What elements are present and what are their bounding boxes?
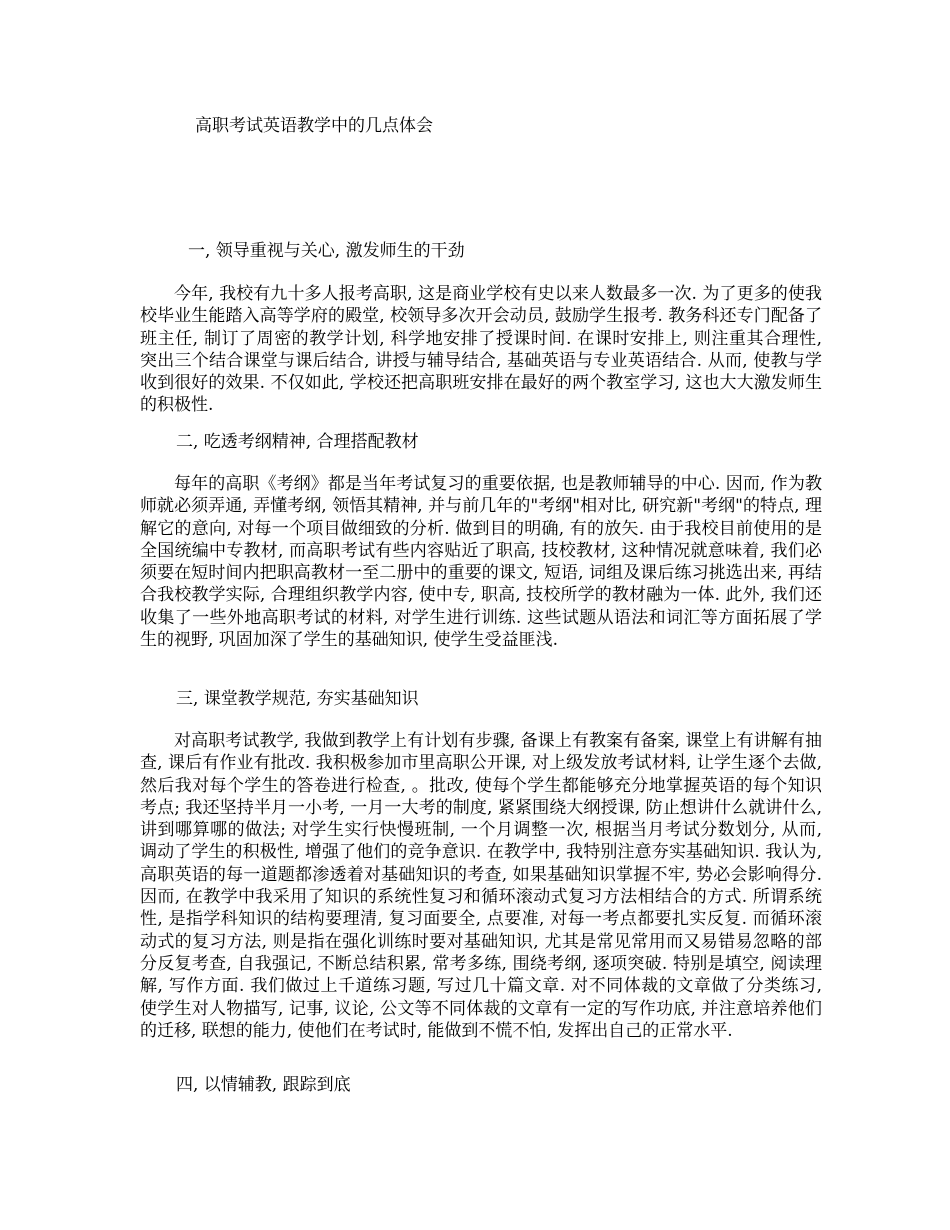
section-3-body: 对高职考试教学, 我做到教学上有计划有步骤, 备课上有教案有备案, 课堂上有讲解有抽查, 课后有作业有批改. 我积极参加市里高职公开课, 对上级发放考试材料, 让学生逐个去做, 然后我对每个学生的答卷进行检查, 。批改, 使每个学生都能够充分地掌握英语的每个知识考点; 我还坚持半月一小考, 一月一大考的制度, 紧紧围绕大纲授课, 防止想讲什么就讲什么, 讲到哪算哪的做法; 对学生实行快慢班制, 一个月调整一次, 根据当月考试分数划分, 从而, 调动了学生的积极性, 增强了他们的竞争意识. 在教学中, 我特别注意夯实基础知识. 我认为, 高职英语的每一道题都渗透着对基础知识的考查, 如果基础知识掌握不牢, 势必会影响得分. 因而, 在教学中我采用了知识的系统性复习和循环滚动式复习方法相结合的方式. 所谓系统性, 是指学科知识的结构要理清, 复习面要全, 点要准, 对每一考点都要扎实反复. 而循环滚动式的复习方法, 则是指在强化训练时要对基础知识, 尤其是常见常用而又易错易忽略的部分反复考查, 自我强记, 不断总结积累, 常考多练, 围绕考纲, 逐项突破. 特别是填空, 阅读理解, 写作方面. 我们做过上千道练习题, 写过几十篇文章. 对不同体裁的文章做了分类练习, 使学生对人物描写, 记事, 议论, 公文等不同体裁的文章有一定的写作功底, 并注意培养他们的迁移, 联想的能力, 使他们在考试时, 能做到不慌不怕, 发挥出自己的正常水平.	[140, 731, 822, 1041]
section-1-body: 今年, 我校有九十多人报考高职, 这是商业学校有史以来人数最多一次. 为了更多的使我校毕业生能踏入高等学府的殿堂, 校领导多次开会动员, 鼓励学生报考. 教务科还专门配备了班主任, 制订了周密的教学计划, 科学地安排了授课时间. 在课时安排上, 则注重其合理性, 突出三个结合课堂与课后结合, 讲授与辅导结合, 基础英语与专业英语结合. 从而, 使教与学收到很好的效果. 不仅如此, 学校还把高职班安排在最好的两个教室学习, 这也大大激发师生的积极性.	[140, 284, 822, 416]
document-title: 高职考试英语教学中的几点体会	[195, 116, 433, 136]
section-1-heading: 一, 领导重视与关心, 激发师生的干劲	[188, 241, 465, 261]
section-4-heading: 四, 以情辅教, 跟踪到底	[176, 1075, 351, 1095]
section-2-body: 每年的高职《考纲》都是当年考试复习的重要依据, 也是教师辅导的中心. 因而, 作为教师就必须弄通, 弄懂考纲, 领悟其精神, 并与前几年的"考纲"相对比, 研究新"考纲"的特点, 理解它的意向, 对每一个项目做细致的分析. 做到目的明确, 有的放矢. 由于我校目前使用的是全国统编中专教材, 而高职考试有些内容贴近了职高, 技校教材, 这种情况就意味着, 我们必须要在短时间内把职高教材一至二册中的重要的课文, 短语, 词组及课后练习挑选出来, 再结合我校教学实际, 合理组织教学内容, 使中专, 职高, 技校所学的教材融为一体. 此外, 我们还收集了一些外地高职考试的材料, 对学生进行训练. 这些试题从语法和词汇等方面拓展了学生的视野, 巩固加深了学生的基础知识, 使学生受益匪浅.	[140, 474, 822, 651]
section-2-heading: 二, 吃透考纲精神, 合理搭配教材	[176, 432, 419, 452]
section-3-heading: 三, 课堂教学规范, 夯实基础知识	[176, 689, 419, 709]
